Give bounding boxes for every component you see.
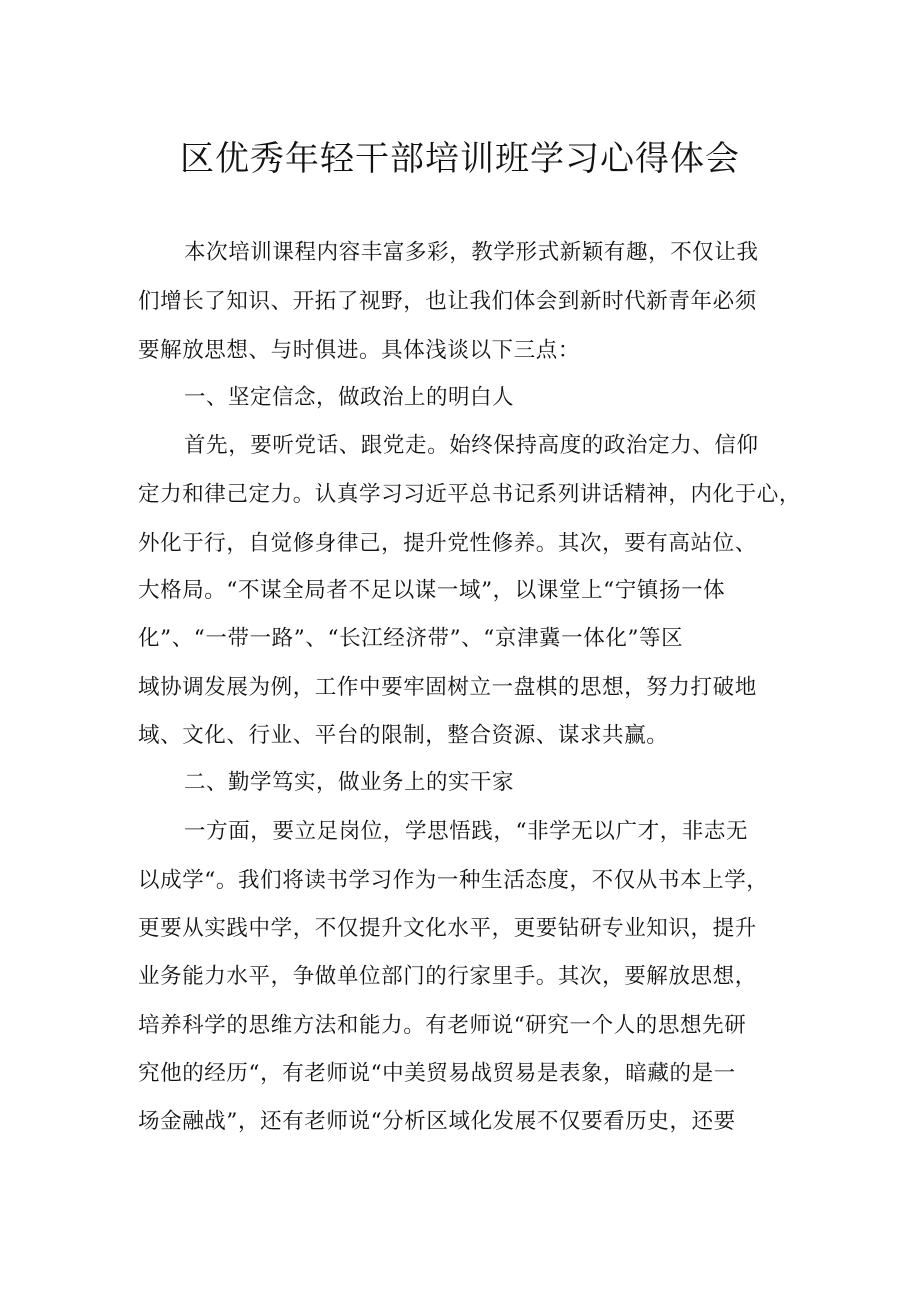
paragraph-line: 一方面，要立足岗位，学思悟践，“非学无以广才，非志无 — [184, 819, 749, 844]
paragraph-line: 们增长了知识、开拓了视野，也让我们体会到新时代新青年必须 — [138, 289, 757, 314]
paragraph-line: 要解放思想、与时俱进。具体浅谈以下三点： — [138, 338, 581, 363]
section-heading-2: 二、勤学笃实，做业务上的实干家 — [184, 770, 515, 795]
paragraph-line: 定力和律己定力。认真学习习近平总书记系列讲话精神，内化于心， — [138, 482, 802, 507]
paragraph-line: 外化于行，自觉修身律己，提升党性修养。其次，要有高站位、 — [138, 531, 757, 556]
paragraph-line: 更要从实践中学，不仅提升文化水平，更要钻研专业知识，提升 — [138, 916, 757, 941]
paragraph-line: 究他的经历“，有老师说“中美贸易战贸易是表象，暗藏的是一 — [138, 1061, 736, 1086]
paragraph-line: 域协调发展为例，工作中要牢固树立一盘棋的思想，努力打破地 — [138, 675, 757, 700]
paragraph-line: 场金融战”，还有老师说“分析区域化发展不仅要看历史，还要 — [138, 1109, 736, 1134]
paragraph-line: 业务能力水平，争做单位部门的行家里手。其次，要解放思想， — [138, 964, 757, 989]
document-title: 区优秀年轻干部培训班学习心得体会 — [180, 139, 740, 179]
paragraph-line: 域、文化、行业、平台的限制，整合资源、谋求共赢。 — [138, 723, 669, 748]
paragraph-line: 大格局。“不谋全局者不足以谋一域”，以课堂上“宁镇扬一体 — [138, 578, 726, 603]
paragraph-line: 以成学“。我们将读书学习作为一种生活态度，不仅从书本上学， — [138, 868, 769, 893]
paragraph-line: 化”、“一带一路”、“长江经济带”、“京津冀一体化”等区 — [138, 626, 684, 651]
paragraph-line: 本次培训课程内容丰富多彩，教学形式新颖有趣，不仅让我 — [184, 240, 759, 265]
paragraph-line: 培养科学的思维方法和能力。有老师说“研究一个人的思想先研 — [138, 1013, 747, 1038]
paragraph-line: 首先，要听党话、跟党走。始终保持高度的政治定力、信仰 — [184, 433, 759, 458]
section-heading-1: 一、坚定信念，做政治上的明白人 — [184, 385, 515, 410]
